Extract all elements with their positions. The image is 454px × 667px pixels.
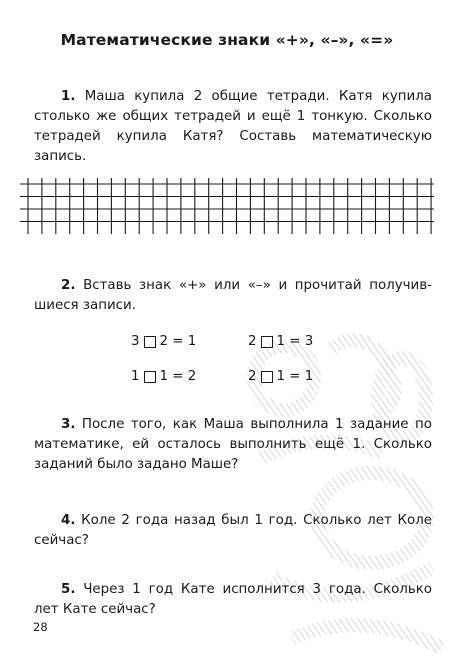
task-4-text: Коле 2 года назад был 1 год. Сколько лет Коле сейчас? bbox=[34, 513, 433, 548]
equation-1-right: 2 = 1 bbox=[159, 334, 197, 349]
task-2-number: 2. bbox=[61, 278, 76, 293]
equation-4-right: 1 = 1 bbox=[276, 369, 314, 384]
task-5-number: 5. bbox=[61, 582, 76, 597]
task-4-number: 4. bbox=[61, 513, 76, 528]
sign-box[interactable] bbox=[144, 336, 156, 348]
task-3 bbox=[34, 415, 432, 475]
task-1-number: 1. bbox=[61, 89, 76, 104]
task-1 bbox=[34, 87, 432, 167]
equation-4-left: 2 bbox=[248, 369, 257, 384]
sign-box[interactable] bbox=[261, 336, 273, 348]
sign-box[interactable] bbox=[144, 371, 156, 383]
task-5-text: Через 1 год Кате исполнится 3 года. Сколько лет Кате сейчас? bbox=[34, 582, 432, 617]
equation-3-right: 1 = 2 bbox=[159, 369, 197, 384]
task-1-text: Маша купила 2 общие тетради. Катя купила столько же общих тетрадей и ещё 1 тонкую. Сколько тетрадей купила Катя? Составь математическую запись. bbox=[34, 89, 432, 164]
equation-1 bbox=[131, 332, 196, 352]
task-3-number: 3. bbox=[61, 417, 76, 432]
task-2 bbox=[34, 276, 432, 316]
task-4 bbox=[34, 511, 432, 551]
equation-1-left: 3 bbox=[131, 334, 140, 349]
equation-4 bbox=[248, 367, 313, 387]
task-2-text: Вставь знак «+» или «–» и прочитай получившиеся записи. bbox=[34, 278, 432, 313]
task-5 bbox=[34, 580, 432, 620]
page-number: 28 bbox=[33, 620, 48, 634]
equation-3 bbox=[131, 367, 196, 387]
task-3-text: После того, как Маша выполнила 1 задание по математике, ей осталось выполнить ещё 1. Сколько заданий было задано Маше? bbox=[34, 417, 432, 472]
sign-box[interactable] bbox=[261, 371, 273, 383]
equation-3-left: 1 bbox=[131, 369, 140, 384]
equation-2-right: 1 = 3 bbox=[276, 334, 314, 349]
equation-2-left: 2 bbox=[248, 334, 257, 349]
equation-2 bbox=[248, 332, 313, 352]
page-title: Математические знаки «+», «–», «=» bbox=[60, 31, 394, 49]
answer-grid bbox=[20, 178, 434, 234]
